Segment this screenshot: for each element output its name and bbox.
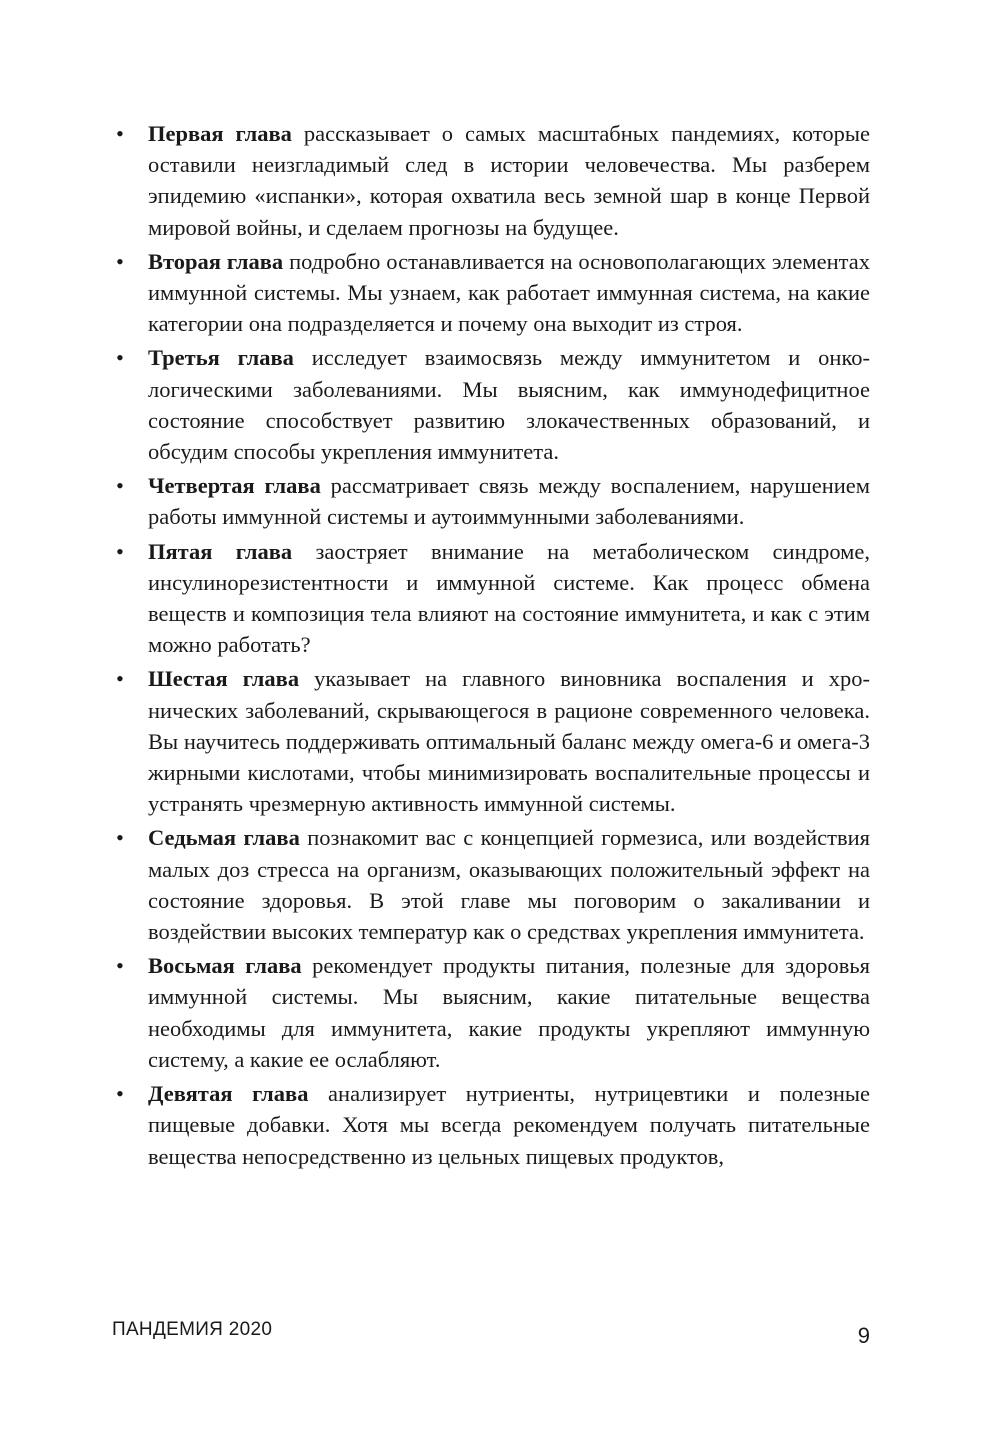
bullet-icon: • xyxy=(116,473,124,499)
chapter-title: Шестая глава xyxy=(148,666,300,692)
list-item xyxy=(112,246,870,340)
chapter-title: Четвертая глава xyxy=(148,473,321,499)
bullet-icon: • xyxy=(116,953,124,979)
list-item xyxy=(112,950,870,1075)
chapter-title: Первая глава xyxy=(148,121,292,146)
chapter-description: рассказывает о самых масштабных пандемиях, которые оставили неизгладимый след в истории человечества. Мы разберем эпидемию «испанки», которая охватила весь земной шар в конце Первой мировой войны, и сделаем прогнозы на будущее. xyxy=(148,121,870,240)
chapter-title: Третья глава xyxy=(148,345,294,371)
bullet-icon: • xyxy=(116,825,124,851)
chapter-title: Седьмая глава xyxy=(148,825,300,851)
bullet-icon: • xyxy=(116,345,124,371)
page-footer xyxy=(112,1319,870,1349)
chapter-title: Вторая глава xyxy=(148,248,284,274)
page-number: 9 xyxy=(857,1323,870,1348)
book-title: ПАНДЕМИЯ 2020 xyxy=(112,1319,273,1340)
bullet-icon: • xyxy=(116,121,124,146)
list-item xyxy=(112,822,870,947)
chapter-description: подробно останавливается на основополагающих элементах иммунной системы. Мы узнаем, как работает иммунная система, на какие категории она подразделяется и почему она выходит из строя. xyxy=(148,248,870,337)
chapter-description: заостряет внимание на метаболическом синдроме, инсулинорезистентности и иммунной системе. Как процесс обмена веществ и композиция тела влияют на состояние иммунитета, и как с этим можно работать? xyxy=(148,538,870,658)
chapter-description: указывает на главного виновника воспаления и хронических заболеваний, скрывающегося в рационе современного человека. Вы научитесь поддерживать оптимальный баланс между омега-6 и омега-3 жирными кислотами, чтобы минимизировать воспалительные процессы и устранять чрезмерную активность иммунной системы. xyxy=(148,666,870,817)
list-item xyxy=(112,342,870,467)
page-body xyxy=(112,118,870,1175)
chapter-description: рекомендует продукты питания, полезные для здоровья иммунной системы. Мы выясним, какие питательные вещества необходимы для иммунитета, какие продукты укрепляют иммунную систему, а какие ее ослабляют. xyxy=(148,953,870,1072)
list-item xyxy=(112,470,870,532)
list-item xyxy=(112,118,870,243)
list-item xyxy=(112,663,870,819)
bullet-icon: • xyxy=(116,666,124,692)
list-item xyxy=(112,1078,870,1172)
chapter-description: рассматривает связь между воспалением, нарушением работы иммунной системы и аутоиммунными заболеваниями. xyxy=(148,473,870,530)
chapter-title: Пятая глава xyxy=(148,538,293,564)
bullet-icon: • xyxy=(116,248,124,274)
bullet-icon: • xyxy=(116,1081,124,1107)
chapter-description: познакомит вас с концепцией гормезиса, или воздействия малых доз стресса на организм, оказывающих положительный эффект на состояние здоровья. В этой главе мы поговорим о закаливании и воздействии высоких температур как о средствах укрепления иммунитета. xyxy=(148,825,870,945)
chapter-list xyxy=(112,118,870,1172)
chapter-description: анализирует нутриенты, нутрицевтики и полезные пищевые добавки. Хотя мы всегда рекомендуем получать питательные вещества непосредственно из цельных пищевых продуктов, xyxy=(148,1081,870,1169)
chapter-title: Восьмая глава xyxy=(148,953,302,979)
chapter-title: Девятая глава xyxy=(148,1081,309,1107)
list-item xyxy=(112,536,870,661)
bullet-icon: • xyxy=(116,538,124,564)
chapter-description: исследует взаимосвязь между иммунитетом и онкологическими заболеваниями. Мы выясним, как иммунодефицитное состояние способствует развитию злокачественных образований, и обсудим способы укрепления иммунитета. xyxy=(148,345,870,465)
